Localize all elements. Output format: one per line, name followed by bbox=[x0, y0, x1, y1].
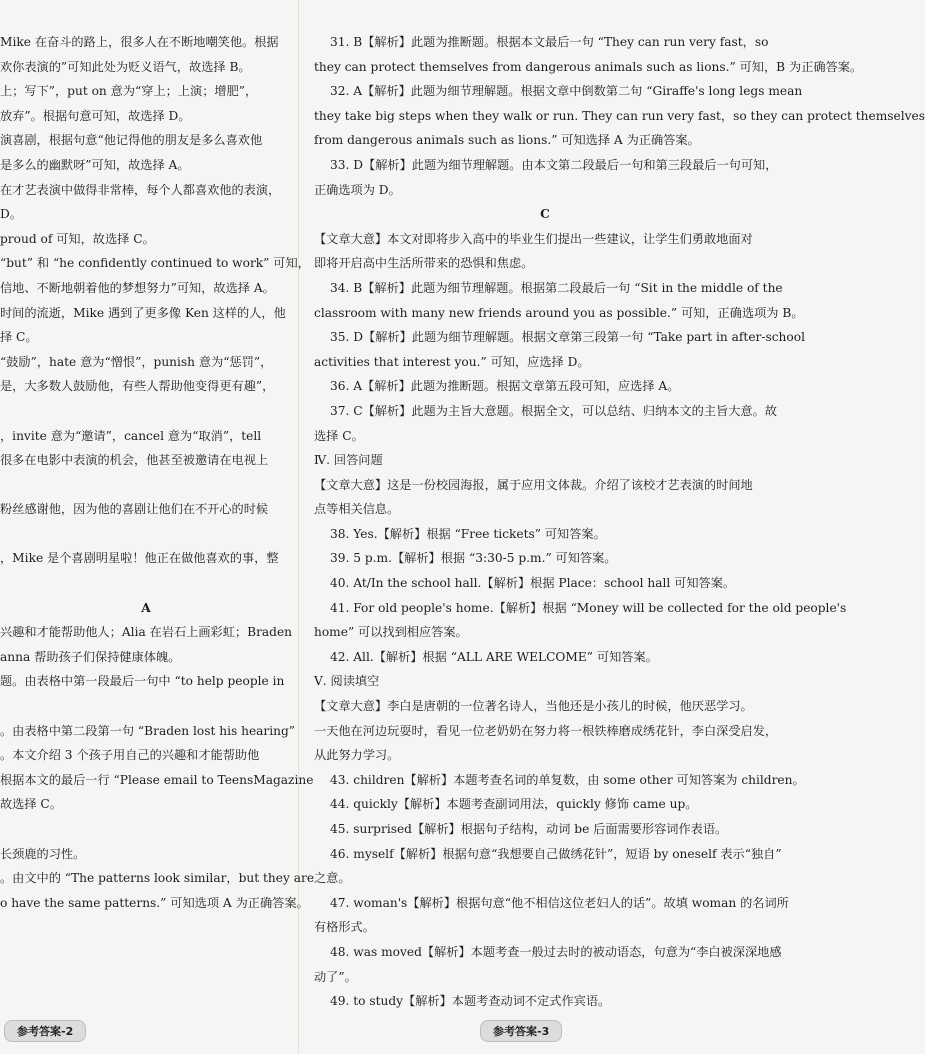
left-text-line: Mike 在奋斗的路上，很多人在不断地嘲笑他。根据 bbox=[0, 35, 279, 49]
left-text-line: anna 帮助孩子们保持健康体魄。 bbox=[0, 649, 181, 664]
left-text-line: “鼓励”，hate 意为“憎恨”，punish 意为“惩罚”， bbox=[0, 354, 273, 369]
right-answer-column bbox=[314, 30, 925, 1014]
left-text-line: 。由表格中第二段第一句 “Braden lost his hearing” bbox=[0, 723, 296, 738]
right-text-line: 有格形式。 bbox=[314, 920, 375, 935]
right-text-line: from dangerous animals such as lions.” 可知选择 A 为正确答案。 bbox=[314, 133, 700, 148]
left-text-line bbox=[0, 399, 292, 424]
left-text-line: “but” 和 “he confidently continued to work” 可知， bbox=[0, 256, 310, 271]
right-text-line: 31. B【解析】此题为推断题。根据本文最后一句 “They can run very fast，so bbox=[330, 35, 769, 49]
left-text-line: D。 bbox=[0, 207, 22, 222]
left-text-line: ，Mike 是个喜剧明星啦！他正在做他喜欢的事，整 bbox=[0, 551, 279, 566]
right-text-line: 点等相关信息。 bbox=[314, 502, 400, 517]
right-text-line: activities that interest you.” 可知，应选择 D。 bbox=[314, 354, 590, 369]
right-text-line: 41. For old people's home.【解析】根据 “Money will be collected for the old people's bbox=[330, 600, 847, 615]
left-text-line: 信地、不断地朝着他的梦想努力”可知，故选择 A。 bbox=[0, 280, 275, 295]
left-text-line: 很多在电影中表演的机会，他甚至被邀请在电视上 bbox=[0, 453, 269, 468]
left-answer-column bbox=[0, 30, 315, 915]
left-text-line: 故选择 C。 bbox=[0, 797, 62, 812]
left-text-line: 择 C。 bbox=[0, 330, 38, 345]
left-text-line: 时间的流逝，Mike 遇到了更多像 Ken 这样的人，他 bbox=[0, 305, 286, 320]
left-text-line: 兴趣和才能帮助他人；Alia 在岩石上画彩虹；Braden bbox=[0, 625, 293, 640]
right-text-line: 43. children【解析】本题考查名词的单复数，由 some other 可知答案为 children。 bbox=[330, 772, 805, 787]
left-text-line: 欢你表演的”可知此处为贬义语气，故选择 B。 bbox=[0, 59, 251, 74]
left-text-line: 。由文中的 “The patterns look similar，but they are bbox=[0, 871, 315, 886]
left-text-line bbox=[0, 571, 292, 596]
left-text-line: o have the same patterns.” 可知选项 A 为正确答案。 bbox=[0, 895, 309, 910]
left-text-line bbox=[0, 473, 292, 498]
right-page bbox=[300, 0, 925, 1054]
right-text-line: 【文章大意】李白是唐朝的一位著名诗人，当他还是小孩儿的时候，他厌恶学习。 bbox=[314, 699, 753, 714]
left-text-line bbox=[0, 522, 292, 547]
right-text-line: 44. quickly【解析】本题考查副词用法，quickly 修饰 came up。 bbox=[330, 797, 698, 812]
left-text-line: 。本文介绍 3 个孩子用自己的兴趣和才能帮助他 bbox=[0, 748, 260, 763]
right-text-line: 一天他在河边玩耍时，看见一位老奶奶在努力将一根铁棒磨成绣花针，李白深受启发， bbox=[314, 723, 778, 738]
left-text-line: 题。由表格中第一段最后一句中 “to help people in bbox=[0, 674, 285, 689]
right-text-line: 48. was moved【解析】本题考查一般过去时的被动语态，句意为“李白被深深地感 bbox=[330, 944, 782, 959]
right-text-line: 之意。 bbox=[314, 871, 351, 886]
right-text-line: 33. D【解析】此题为细节理解题。由本文第二段最后一句和第三段最后一句可知， bbox=[330, 157, 778, 172]
left-text-line: ，invite 意为“邀请”，cancel 意为“取消”，tell bbox=[0, 428, 262, 443]
left-text-line: 是多么的幽默呀”可知，故选择 A。 bbox=[0, 157, 190, 172]
right-text-line: C bbox=[540, 207, 550, 222]
right-text-line: 【文章大意】这是一份校园海报，属于应用文体裁。介绍了该校才艺表演的时间地 bbox=[314, 477, 753, 492]
left-text-line bbox=[0, 817, 292, 842]
left-text-line: 演喜剧，根据句意“他记得他的朋友是多么喜欢他 bbox=[0, 133, 263, 148]
right-text-line: 32. A【解析】此题为细节理解题。根据文章中倒数第二句 “Giraffe's long legs mean bbox=[330, 84, 803, 99]
right-text-line: they can protect themselves from dangerous animals such as lions.” 可知，B 为正确答案。 bbox=[314, 59, 863, 74]
left-text-line: 在才艺表演中做得非常棒，每个人都喜欢他的表演， bbox=[0, 182, 281, 197]
left-text-line: proud of 可知，故选择 C。 bbox=[0, 231, 155, 246]
right-text-line: 39. 5 p.m.【解析】根据 “3:30-5 p.m.” 可知答案。 bbox=[330, 551, 617, 566]
right-text-line: home” 可以找到相应答案。 bbox=[314, 625, 468, 640]
left-text-line: 上；写下”，put on 意为“穿上；上演；增肥”， bbox=[0, 84, 258, 99]
right-text-line: 49. to study【解析】本题考查动词不定式作宾语。 bbox=[330, 994, 611, 1009]
left-text-line: 粉丝感谢他，因为他的喜剧让他们在不开心的时候 bbox=[0, 502, 269, 517]
right-text-line: classroom with many new friends around you as possible.” 可知，正确选项为 B。 bbox=[314, 305, 804, 320]
right-text-line: 从此努力学习。 bbox=[314, 748, 400, 763]
right-text-line: 动了”。 bbox=[314, 969, 357, 984]
left-text-line bbox=[0, 694, 292, 719]
right-text-line: 选择 C。 bbox=[314, 428, 364, 443]
right-text-line: 正确选项为 D。 bbox=[314, 182, 401, 197]
right-text-line: 47. woman's【解析】根据句意“他不相信这位老妇人的话”。故填 woman 的名词所 bbox=[330, 895, 789, 910]
right-text-line: 36. A【解析】此题为推断题。根据文章第五段可知，应选择 A。 bbox=[330, 379, 680, 394]
left-page-footer: 参考答案-2 bbox=[4, 1020, 86, 1042]
right-text-line: 40. At/In the school hall.【解析】根据 Place：school hall 可知答案。 bbox=[330, 576, 736, 591]
right-page-footer: 参考答案-3 bbox=[480, 1020, 562, 1042]
left-text-line: 长颈鹿的习性。 bbox=[0, 846, 86, 861]
right-text-line: 即将开启高中生活所带来的恐惧和焦虑。 bbox=[314, 256, 534, 271]
right-text-line: 45. surprised【解析】根据句子结构，动词 be 后面需要形容词作表语。 bbox=[330, 822, 728, 836]
left-text-line: 是，大多数人鼓励他，有些人帮助他变得更有趣”， bbox=[0, 379, 275, 394]
right-text-line: 38. Yes.【解析】根据 “Free tickets” 可知答案。 bbox=[330, 526, 606, 541]
right-text-line: Ⅳ. 回答问题 bbox=[314, 453, 383, 468]
left-text-line: A bbox=[141, 600, 151, 615]
left-page bbox=[0, 0, 315, 1054]
right-text-line: 34. B【解析】此题为细节理解题。根据第二段最后一句 “Sit in the middle of the bbox=[330, 280, 783, 295]
left-text-line: 放弃”。根据句意可知，故选择 D。 bbox=[0, 108, 191, 123]
right-text-line: 35. D【解析】此题为细节理解题。根据文章第三段第一句 “Take part in after-school bbox=[330, 330, 805, 345]
right-text-line: Ⅴ. 阅读填空 bbox=[314, 674, 380, 689]
right-text-line: 【文章大意】本文对即将步入高中的毕业生们提出一些建议，让学生们勇敢地面对 bbox=[314, 231, 753, 246]
right-text-line: they take big steps when they walk or run. They can run very fast，so they can protect themselves bbox=[314, 108, 925, 123]
right-text-line: 42. All.【解析】根据 “ALL ARE WELCOME” 可知答案。 bbox=[330, 649, 658, 664]
right-text-line: 46. myself【解析】根据句意“我想要自己做绣花针”，短语 by oneself 表示“独自” bbox=[330, 846, 782, 861]
left-text-line: 根据本文的最后一行 “Please email to TeensMagazine bbox=[0, 772, 314, 787]
right-text-line: 37. C【解析】此题为主旨大意题。根据全文，可以总结、归纳本文的主旨大意。故 bbox=[330, 403, 777, 418]
